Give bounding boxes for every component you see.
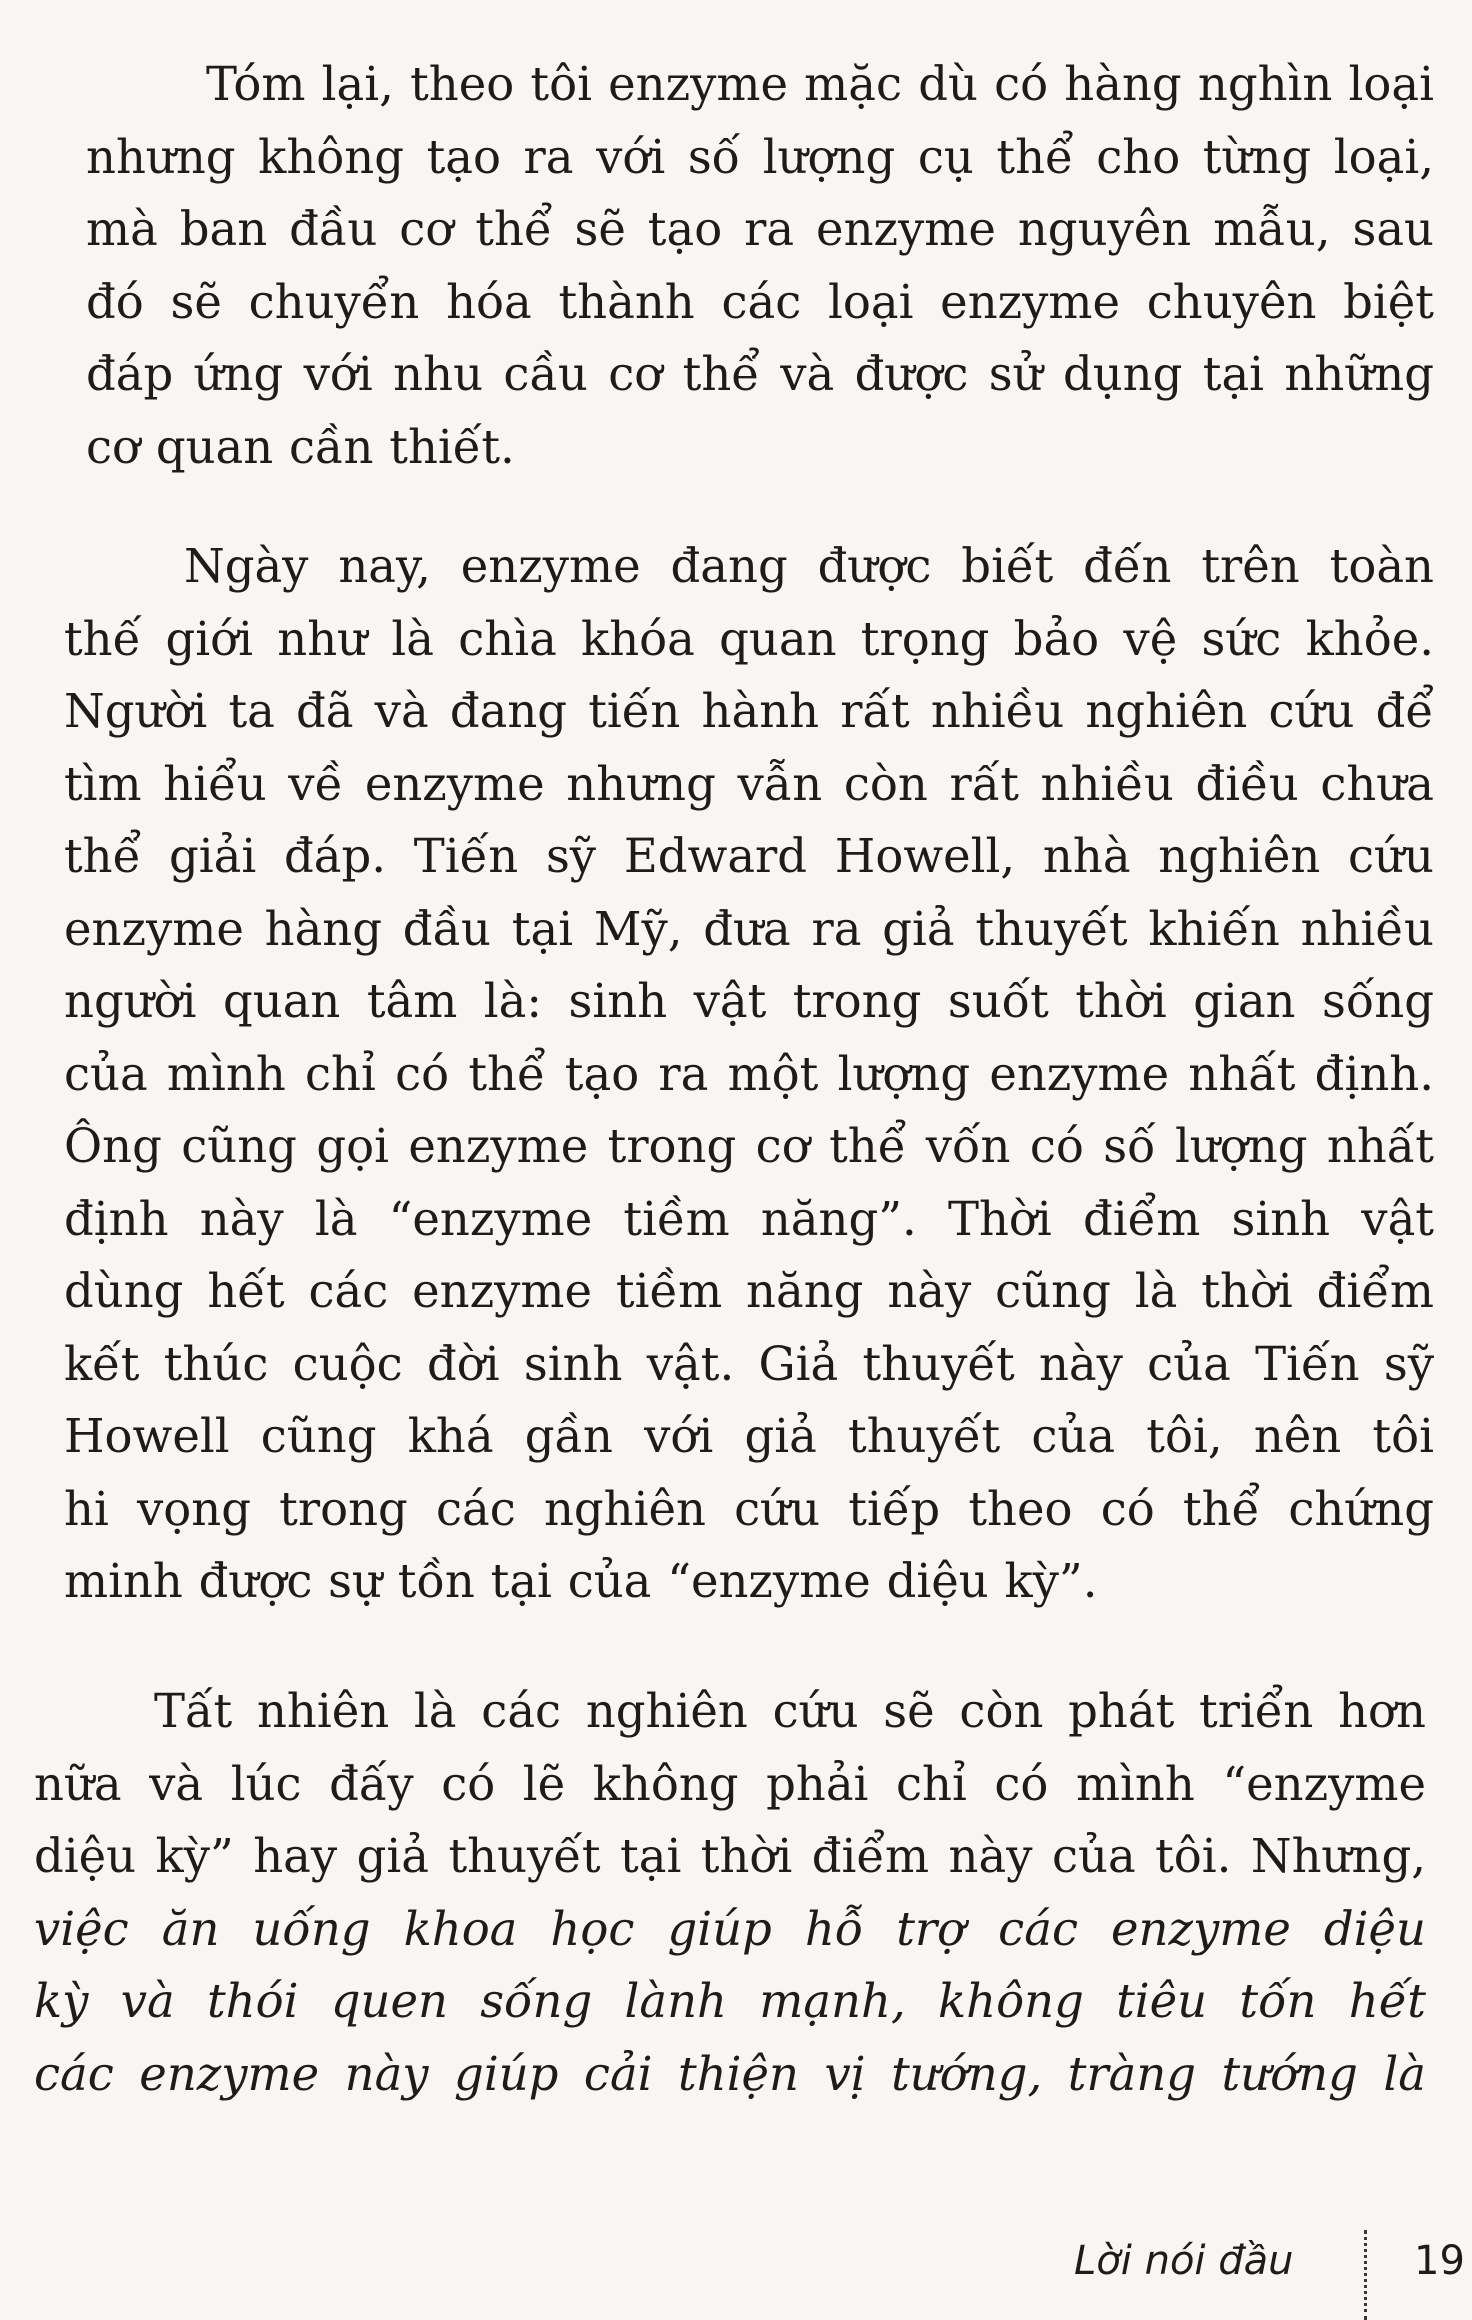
section-title: Lời nói đầu xyxy=(1074,2238,1294,2284)
paragraph-2 xyxy=(64,530,1434,1618)
text-line: định này là “enzyme tiềm năng”. Thời điểm sinh vật xyxy=(64,1191,1434,1246)
italic-text-line: kỳ và thói quen sống lành mạnh, không tiêu tốn hết xyxy=(34,1974,1426,2028)
text-line: kết thúc cuộc đời sinh vật. Giả thuyết này của Tiến sỹ xyxy=(64,1336,1434,1391)
text-line: tìm hiểu về enzyme nhưng vẫn còn rất nhiều điều chưa xyxy=(64,756,1434,811)
page-footer xyxy=(1074,2230,1472,2300)
paragraph-3 xyxy=(34,1675,1426,2110)
text-line: Người ta đã và đang tiến hành rất nhiều nghiên cứu để xyxy=(64,684,1434,738)
italic-text-line: các enzyme này giúp cải thiện vị tướng, tràng tướng là xyxy=(34,2046,1426,2101)
text-line: của mình chỉ có thể tạo ra một lượng enzyme nhất định. xyxy=(64,1046,1434,1101)
text-line: người quan tâm là: sinh vật trong suốt thời gian sống xyxy=(64,974,1434,1028)
text-line: Ông cũng gọi enzyme trong cơ thể vốn có số lượng nhất xyxy=(64,1119,1434,1173)
text-line: cơ quan cần thiết. xyxy=(86,419,515,474)
text-line: Tất nhiên là các nghiên cứu sẽ còn phát triển hơn xyxy=(154,1684,1426,1738)
paragraph-1 xyxy=(86,48,1434,483)
text-line: thế giới như là chìa khóa quan trọng bảo vệ sức khỏe. xyxy=(64,611,1434,666)
italic-text-line: việc ăn uống khoa học giúp hỗ trợ các enzyme diệu xyxy=(34,1901,1426,1956)
text-line: đáp ứng với nhu cầu cơ thể và được sử dụng tại những xyxy=(86,347,1434,401)
page-number: 19 xyxy=(1414,2238,1465,2284)
text-line: enzyme hàng đầu tại Mỹ, đưa ra giả thuyết khiến nhiều xyxy=(64,901,1434,956)
text-line: Ngày nay, enzyme đang được biết đến trên toàn xyxy=(184,539,1434,593)
text-line: minh được sự tồn tại của “enzyme diệu kỳ”. xyxy=(64,1554,1098,1608)
text-line: Howell cũng khá gần với giả thuyết của tôi, nên tôi xyxy=(64,1409,1434,1463)
footer-divider xyxy=(1364,2230,1367,2320)
text-line: đó sẽ chuyển hóa thành các loại enzyme chuyên biệt xyxy=(86,274,1434,329)
text-line: mà ban đầu cơ thể sẽ tạo ra enzyme nguyên mẫu, sau xyxy=(86,202,1434,256)
text-line: nữa và lúc đấy có lẽ không phải chỉ có mình “enzyme xyxy=(34,1756,1426,1811)
text-line: diệu kỳ” hay giả thuyết tại thời điểm này của tôi. Nhưng, xyxy=(34,1829,1426,1883)
text-line: dùng hết các enzyme tiềm năng này cũng là thời điểm xyxy=(64,1264,1434,1318)
text-line: Tóm lại, theo tôi enzyme mặc dù có hàng nghìn loại xyxy=(206,57,1434,111)
text-line: thể giải đáp. Tiến sỹ Edward Howell, nhà nghiên cứu xyxy=(64,829,1434,883)
text-line: nhưng không tạo ra với số lượng cụ thể cho từng loại, xyxy=(86,129,1434,184)
text-line: hi vọng trong các nghiên cứu tiếp theo có thể chứng xyxy=(64,1481,1434,1536)
book-page xyxy=(34,30,1465,2284)
